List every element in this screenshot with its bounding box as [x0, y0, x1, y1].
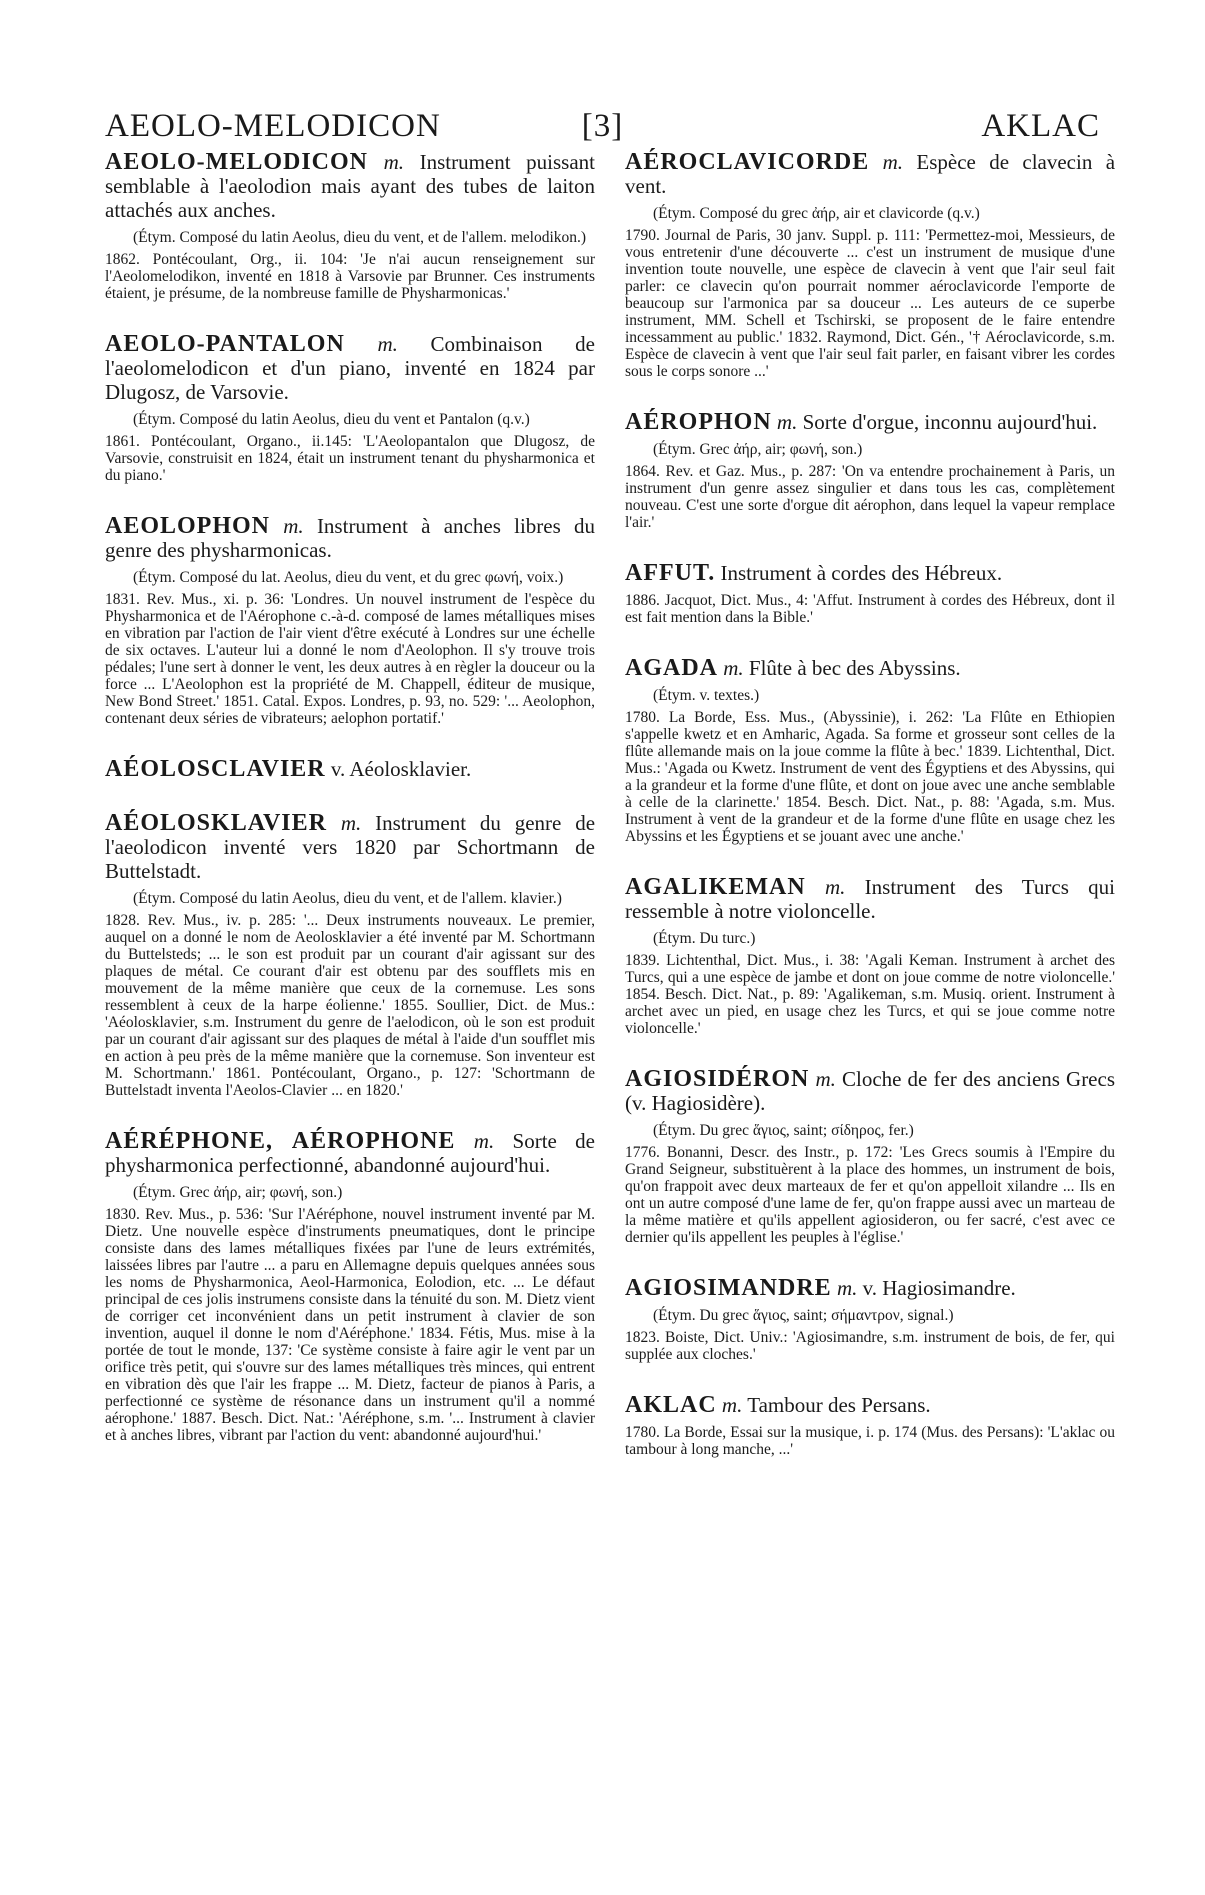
entry-definition: v. Aéolosklavier. — [330, 757, 472, 781]
dictionary-entry — [105, 757, 595, 781]
entry-gender: m. — [723, 656, 744, 680]
entry-definition: Sorte d'orgue, inconnu aujourd'hui. — [802, 410, 1098, 434]
entry-headword: AKLAC — [625, 1392, 717, 1418]
running-head — [105, 108, 1100, 148]
entry-headword: AÉROCLAVICORDE — [625, 149, 870, 175]
entry-etymology: (Étym. Composé du latin Aeolus, dieu du vent, et de l'allem. melodikon.) — [133, 229, 587, 246]
entry-headword: AGADA — [625, 655, 718, 681]
entry-headword: AEOLO-PANTALON — [105, 331, 345, 357]
entry-headword: AEOLO-MELODICON — [105, 149, 369, 175]
entry-heading-line — [105, 757, 595, 781]
entry-definition: Instrument des Turcs qui ressemble à notre violoncelle. — [625, 875, 1115, 923]
entry-citations: 1862. Pontécoulant, Org., ii. 104: 'Je n'ai aucun renseignement sur l'Aeolomelodikon, inventé en 1818 à Varsovie par Brunner. Ces instruments étaient, je présume, de la nombreuse famille de Physharmonicas.' — [105, 251, 595, 302]
entry-citations: 1776. Bonanni, Descr. des Instr., p. 172: 'Les Grecs soumis à l'Empire du Grand Seigneur, substituèrent à la place des hommes, un instrument de bois, qu'on frappoit avec deux marteaux de fer et qu'on appelloit xilandre ... Ils en ont un autre composé d'une lame de fer, qu'on frappe aussi avec un marteau de la même matière et qu'ils appellent agiosideron, ou fer sacré, c'est avec ce dernier qu'ils appellent les peuples à l'église.' — [625, 1144, 1115, 1246]
entry-citations: 1780. La Borde, Essai sur la musique, i. p. 174 (Mus. des Persans): 'L'aklac ou tambour à long manche, ...' — [625, 1424, 1115, 1458]
entry-heading-line — [105, 150, 595, 222]
entry-gender: m. — [882, 150, 904, 174]
dictionary-entry — [625, 1067, 1115, 1246]
entry-citations: 1780. La Borde, Ess. Mus., (Abyssinie), i. 262: 'La Flûte en Ethiopien s'appelle kwetz et en Amharic, Agada. Sa forme et grosseur sont celles de la flûte allemande mais on la joue comme la flûte à bec.' 1839. Lichtenthal, Dict. Mus.: 'Agada ou Kwetz. Instrument de vent des Égyptiens et des Abyssins, qui a la grandeur et la forme d'une flûte, et dont on joue avec une anche semblable à celle de la clarinette.' 1854. Besch. Dict. Nat., p. 88: 'Agada, s.m. Mus. Instrument à vent de la grandeur et de la forme d'une flûte en usage chez les Abyssins et les Égyptiens et se jouant avec une anche.' — [625, 709, 1115, 845]
entry-heading-line — [625, 150, 1115, 198]
entry-gender: m. — [377, 332, 398, 356]
entry-gender: m. — [721, 1393, 743, 1417]
entry-heading-line — [625, 1067, 1115, 1115]
entry-definition: Instrument du genre de l'aeolodicon inventé vers 1820 par Schortmann de Buttelstadt. — [105, 811, 596, 883]
entry-definition: Tambour des Persans. — [747, 1393, 931, 1417]
entry-headword: AFFUT. — [625, 560, 716, 586]
running-head-right: AKLAC — [981, 108, 1100, 144]
entry-citations: 1831. Rev. Mus., xi. p. 36: 'Londres. Un nouvel instrument de l'espèce du Physharmonica et de l'Aérophone c.-à-d. composé de lames métalliques mises en vibration par l'action de l'air vient d'être exécuté à Londres sur une échelle de six octaves. L'auteur lui a donné le nom d'Aeolophon. Il s'y trouve trois pédales; l'une sert à donner le vent, les deux autres à en règler la douceur ou la force ... L'Aeolophon est la propriété de M. Chappell, éditeur de musique, New Bond Street.' 1851. Catal. Expos. Londres, p. 93, no. 529: '... Aeolophon, contenant deux séries de vibrateurs; aelophon portatif.' — [105, 591, 595, 727]
entry-gender: m. — [473, 1129, 495, 1153]
entry-definition: Sorte de physharmonica perfectionné, abandonné aujourd'hui. — [105, 1129, 596, 1177]
dictionary-entry — [625, 656, 1115, 845]
entry-heading-line — [625, 656, 1115, 680]
entry-citations: 1839. Lichtenthal, Dict. Mus., i. 38: 'Agali Keman. Instrument à archet des Turcs, qui a une espèce de jambe et dont on joue comme de notre violoncelle.' 1854. Besch. Dict. Nat., p. 89: 'Agalikeman, s.m. Musiq. orient. Instrument à archet avec un pied, en usage chez les Turcs, et qui se joue comme notre violoncelle.' — [625, 952, 1115, 1037]
entry-definition: Cloche de fer des anciens Grecs (v. Hagiosidère). — [625, 1067, 1115, 1115]
left-column — [105, 150, 595, 1474]
dictionary-entry — [105, 332, 595, 484]
page-number: [3] — [581, 108, 624, 144]
entry-definition: Combinaison de l'aeolomelodicon et d'un piano, inventé en 1824 par Dlugosz, de Varsovie. — [105, 332, 596, 404]
dictionary-entry — [105, 514, 595, 727]
entry-citations: 1830. Rev. Mus., p. 536: 'Sur l'Aéréphone, nouvel instrument inventé par M. Dietz. Une nouvelle espèce d'instruments pneumatiques, dont le principe consiste dans des lames métalliques fixées par l'une de leurs extrémités, laissées libres par l'autre ... a paru en Allemagne depuis quelques années sous les noms de Physharmonica, Aeol-Harmonica, Eolodion, etc. ... Le défaut principal de ces jolis instrumens consiste dans la ténuité du son. M. Dietz vient de corriger cet inconvénient dans un petit instrument à clavier de son invention, auquel il donne le nom d'Aéréphone.' 1834. Fétis, Mus. mise à la portée de tout le monde, 137: 'Ce système consiste à faire agir le vent par un orifice très petit, qui s'ouvre sur des lames métalliques très minces, qui entrent en vibration dès que l'air les frappe ... M. Dietz, facteur de pianos à Paris, a perfectionné ce système de résonance dans un instrument qu'il a nommé aérophone.' 1887. Besch. Dict. Nat.: 'Aéréphone, s.m. '... Instrument à clavier et à anches libres, vibrant par l'action du vent: abandonné aujourd'hui.' — [105, 1206, 595, 1444]
entry-etymology: (Étym. Du grec ἅγιος, saint; σήμαντρον, signal.) — [653, 1307, 954, 1324]
entry-heading-line — [105, 332, 595, 404]
dictionary-entry — [625, 410, 1115, 531]
dictionary-entry — [625, 1393, 1115, 1458]
dictionary-entry — [105, 811, 595, 1099]
right-column — [625, 150, 1115, 1488]
running-head-left: AEOLO-MELODICON — [105, 108, 441, 144]
dictionary-entry — [105, 1129, 595, 1444]
entry-gender: m. — [815, 1067, 836, 1091]
entry-gender: m. — [283, 514, 304, 538]
entry-headword: AGIOSIMANDRE — [625, 1275, 832, 1301]
entry-gender: m. — [836, 1276, 858, 1300]
dictionary-entry — [105, 150, 595, 302]
entry-etymology: (Étym. Grec ἀήρ, air; φωνή, son.) — [133, 1184, 343, 1201]
entry-citations: 1886. Jacquot, Dict. Mus., 4: 'Affut. Instrument à cordes des Hébreux, dont il est fait mention dans la Bible.' — [625, 592, 1115, 626]
dictionary-entry — [625, 1276, 1115, 1363]
entry-citations: 1828. Rev. Mus., iv. p. 285: '... Deux instruments nouveaux. Le premier, auquel on a donné le nom de Aeolosklavier a été inventé par M. Schortmann du Buttelsteds; ... le son est produit par un courant d'air agissant sur des plaques de métal. Ce courant d'air est obtenu par des soufflets mis en mouvement de la même manière que ceux de la cornemuse. Les sons ressemblent à ceux de la harpe éolienne.' 1855. Soullier, Dict. de Mus.: 'Aéolosklavier, s.m. Instrument du genre de l'aelodicon, où le son est produit par un courant d'air agissant sur des plaques de métal à l'aide d'un soufflet mis en action à peu près de la même manière que la cornemuse. Son inventeur est M. Schortmann.' 1861. Pontécoulant, Organo., p. 127: 'Schortmann de Buttelstadt inventa l'Aeolos-Clavier ... en 1820.' — [105, 912, 595, 1099]
entry-headword: AGIOSIDÉRON — [625, 1066, 810, 1092]
entry-heading-line — [625, 410, 1115, 434]
entry-etymology: (Étym. Composé du latin Aeolus, dieu du vent, et de l'allem. klavier.) — [133, 890, 562, 907]
entry-etymology: (Étym. Du grec ἅγιος, saint; σίδηρος, fer.) — [653, 1122, 914, 1139]
entry-heading-line — [625, 561, 1115, 585]
entry-headword: AÉRÉPHONE, AÉROPHONE — [105, 1128, 456, 1154]
entry-gender: m. — [383, 150, 405, 174]
dictionary-entry — [625, 875, 1115, 1037]
entry-citations: 1864. Rev. et Gaz. Mus., p. 287: 'On va entendre prochainement à Paris, un instrument d'un genre assez singulier et dans tous les cas, complètement nouveau. C'est une sorte d'orgue dit aérophon, dans lequel la vapeur remplace l'air.' — [625, 463, 1115, 531]
entry-etymology: (Étym. Composé du grec ἀήρ, air et clavicorde (q.v.) — [653, 205, 980, 222]
entry-definition: Instrument à anches libres du genre des physharmonicas. — [105, 514, 596, 562]
entry-heading-line — [105, 1129, 595, 1177]
entry-gender: m. — [776, 410, 798, 434]
entry-etymology: (Étym. Composé du lat. Aeolus, dieu du vent, et du grec φωνή, voix.) — [133, 569, 564, 586]
dictionary-entry — [625, 561, 1115, 626]
entry-heading-line — [105, 811, 595, 883]
entry-heading-line — [105, 514, 595, 562]
entry-etymology: (Étym. v. textes.) — [653, 687, 760, 704]
entry-definition: Espèce de clavecin à vent. — [625, 150, 1116, 198]
entry-heading-line — [625, 1393, 1115, 1417]
entry-etymology: (Étym. Grec ἀήρ, air; φωνή, son.) — [653, 441, 863, 458]
entry-etymology: (Étym. Du turc.) — [653, 930, 756, 947]
entry-headword: AGALIKEMAN — [625, 874, 806, 900]
entry-citations: 1790. Journal de Paris, 30 janv. Suppl. p. 111: 'Permettez-moi, Messieurs, de vous entretenir d'une découverte ... c'est un instrument de musique d'une invention toute nouvelle, une espèce de clavecin à vent que l'air seul fait parler: ce clavecin qu'on pourrait nommer aéroclavicorde l'emporte de beaucoup sur l'armonica par sa douceur ... Les auteurs de ce superbe instrument, MM. Schell et Tschirski, se proposent de le faire entendre incessamment au public.' 1832. Raymond, Dict. Gén., '† Aéroclavicorde, s.m. Espèce de clavecin à vent que l'air seul fait parler, en faisant vibrer les cordes sous le corps sonore ...' — [625, 227, 1115, 380]
entry-headword: AÉOLOSCLAVIER — [105, 756, 326, 782]
entry-headword: AÉOLOSKLAVIER — [105, 810, 327, 836]
entry-citations: 1823. Boiste, Dict. Univ.: 'Agiosimandre, s.m. instrument de bois, de fer, qui supplée aux cloches.' — [625, 1329, 1115, 1363]
entry-heading-line — [625, 875, 1115, 923]
dictionary-entry — [625, 150, 1115, 380]
entry-definition: Instrument puissant semblable à l'aeolodion mais ayant des tubes de laiton attachés aux anches. — [105, 150, 595, 222]
entry-etymology: (Étym. Composé du latin Aeolus, dieu du vent et Pantalon (q.v.) — [133, 411, 530, 428]
entry-gender: m. — [824, 875, 846, 899]
entry-headword: AÉROPHON — [625, 409, 772, 435]
entry-gender: m. — [340, 811, 362, 835]
entry-definition: Flûte à bec des Abyssins. — [748, 656, 961, 680]
entry-citations: 1861. Pontécoulant, Organo., ii.145: 'L'Aeolopantalon que Dlugosz, de Varsovie, construisit en 1824, était un instrument tenant du physharmonica et du piano.' — [105, 433, 595, 484]
entry-definition: v. Hagiosimandre. — [862, 1276, 1016, 1300]
entry-definition: Instrument à cordes des Hébreux. — [720, 561, 1003, 585]
entry-heading-line — [625, 1276, 1115, 1300]
entry-headword: AEOLOPHON — [105, 513, 271, 539]
